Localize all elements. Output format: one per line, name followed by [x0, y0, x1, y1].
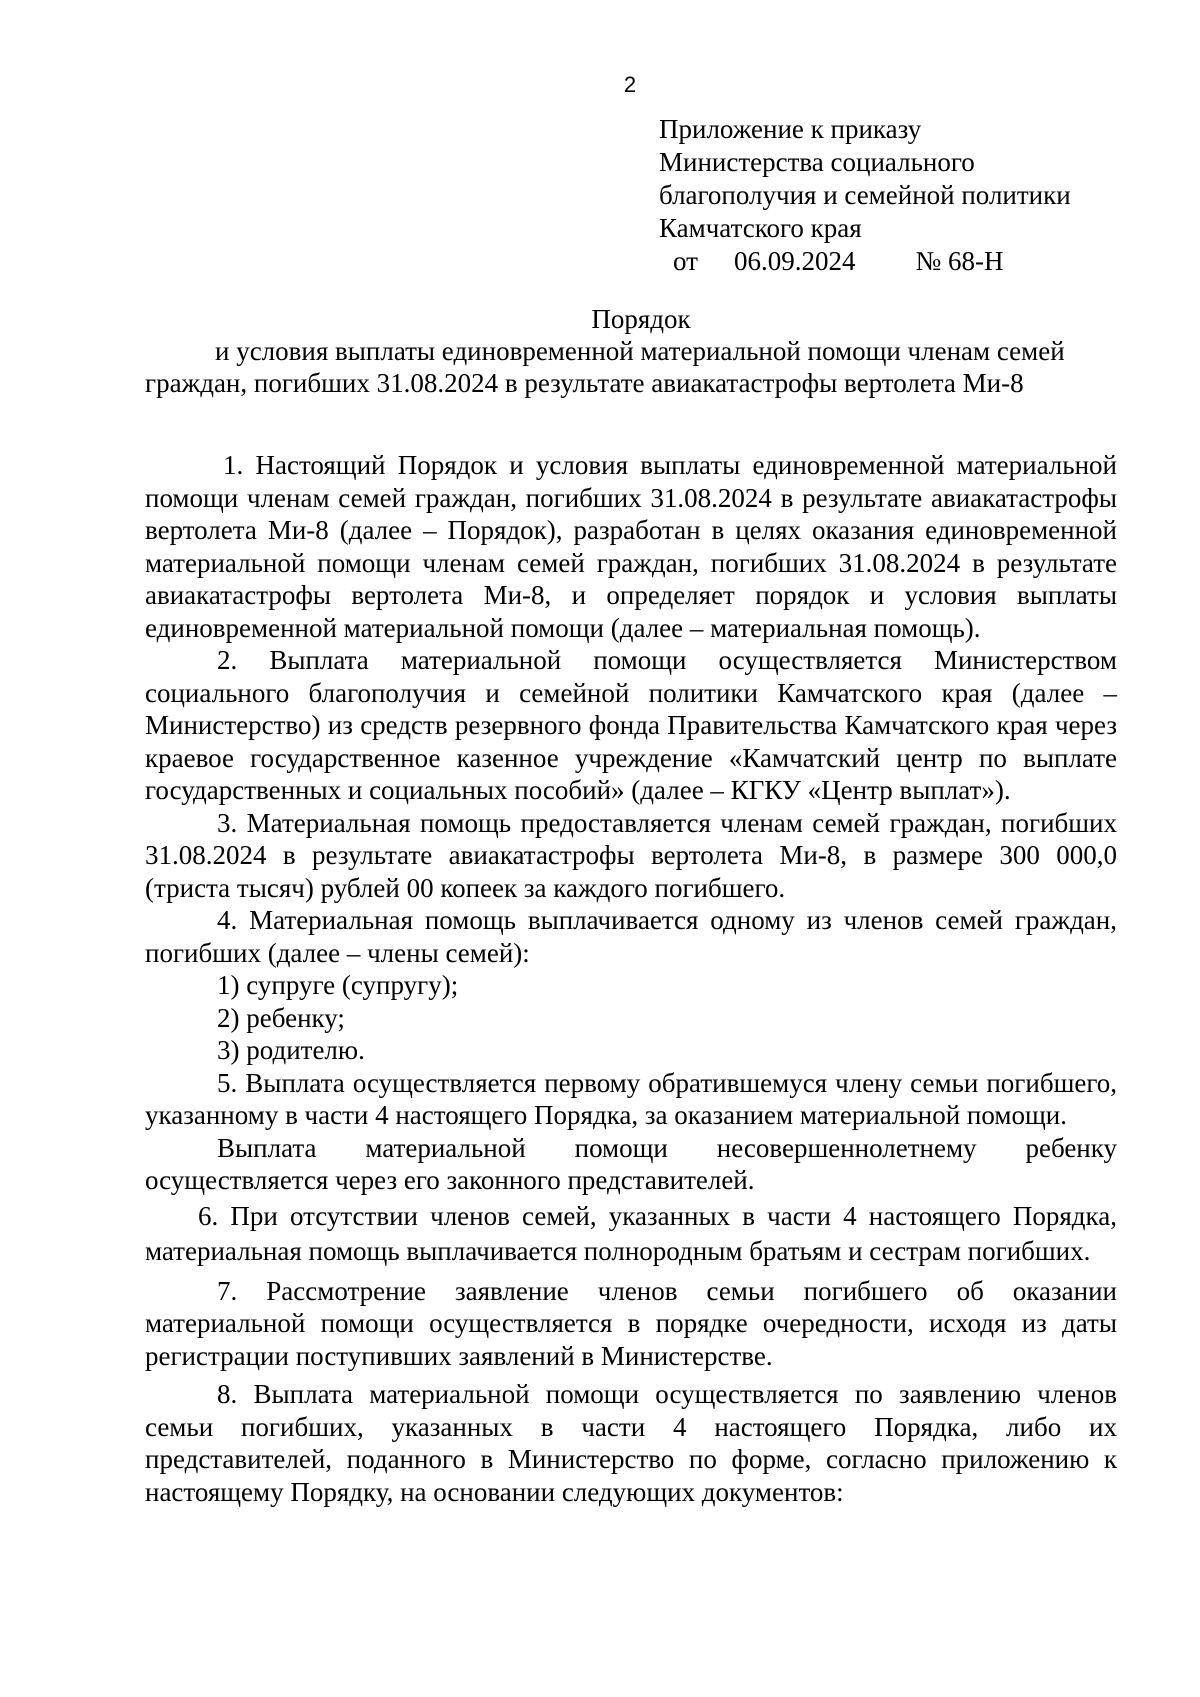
list-item: 2) ребенку;: [217, 1002, 345, 1033]
title-heading: Порядок: [591, 304, 691, 334]
order-date: 06.09.2024: [733, 246, 856, 276]
title-line: и условия выплаты единовременной материальной помощи членам семей: [215, 336, 1065, 366]
appendix-line: Приложение к приказу: [659, 114, 922, 144]
appendix-line: благополучия и семейной политики: [659, 180, 1071, 210]
appendix-line: Камчатского края: [659, 213, 862, 243]
document-body: [145, 449, 1117, 1508]
list-item: 1) супруге (супругу);: [217, 970, 459, 1000]
appendix-block: [659, 113, 1071, 278]
paragraph-7: 7. Рассмотрение заявление членов семьи погибшего об оказании материальной помощи осуществляется в порядке очередности, исходя из даты регистрации поступивших заявлений в Министерстве.: [145, 1275, 1117, 1371]
paragraph-6: 6. При отсутствии членов семей, указанных в части 4 настоящего Порядка, материальная помощь выплачивается полнородным братьям и сестрам погибших.: [145, 1200, 1117, 1266]
order-details: [659, 245, 1071, 278]
paragraph-5-continued: Выплата материальной помощи несовершеннолетнему ребенку осуществляется через его законного представителей.: [145, 1132, 1117, 1195]
document-title: [145, 303, 1117, 399]
order-number: № 68-Н: [915, 246, 1004, 276]
appendix-line: Министерства социального: [659, 147, 975, 177]
page-number: 2: [623, 72, 637, 97]
paragraph-8: 8. Выплата материальной помощи осуществляется по заявлению членов семьи погибших, указанных в части 4 настоящего Порядка, либо их представителей, поданного в Министерство по форме, согласно приложению к настоящему Порядку, на основании следующих документов:: [145, 1379, 1117, 1507]
paragraph-4: 4. Материальная помощь выплачивается одному из членов семей граждан, погибших (далее – члены семей):: [145, 905, 1117, 968]
paragraph-2: 2. Выплата материальной помощи осуществляется Министерством социального благополучия и семейной политики Камчатского края (далее – Министерство) из средств резервного фонда Правительства Камчатского края через краевое государственное казенное учреждение «Камчатский центр по выплате государственных и социальных пособий» (далее – КГКУ «Центр выплат»).: [145, 645, 1117, 805]
from-label: от: [673, 246, 698, 276]
list-item: 3) родителю.: [217, 1035, 365, 1065]
paragraph-3: 3. Материальная помощь предоставляется членам семей граждан, погибших 31.08.2024 в результате авиакатастрофы вертолета Ми-8, в размере 300 000,0 (триста тысяч) рублей 00 копеек за каждого погибшего.: [145, 807, 1117, 903]
paragraph-1: 1. Настоящий Порядок и условия выплаты единовременной материальной помощи членам семей граждан, погибших 31.08.2024 в результате авиакатастрофы вертолета Ми-8 (далее – Порядок), разработан в целях оказания единовременной материальной помощи членам семей граждан, погибших 31.08.2024 в результате авиакатастрофы вертолета Ми-8, и определяет порядок и условия выплаты единовременной материальной помощи (далее – материальная помощь).: [145, 450, 1117, 643]
paragraph-5: 5. Выплата осуществляется первому обратившемуся члену семьи погибшего, указанному в части 4 настоящего Порядка, за оказанием материальной помощи.: [145, 1067, 1117, 1130]
title-line: граждан, погибших 31.08.2024 в результате авиакатастрофы вертолета Ми-8: [145, 368, 1024, 398]
